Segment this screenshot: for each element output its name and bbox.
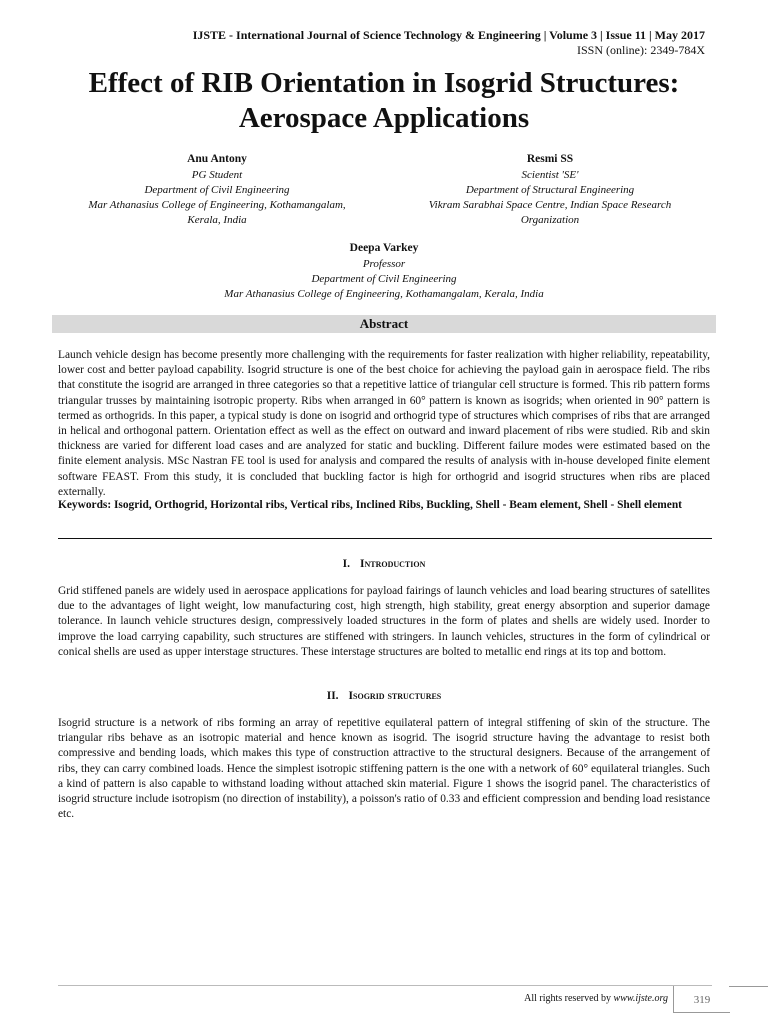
author-institution: Mar Athanasius College of Engineering, Kothamangalam, — [88, 199, 346, 211]
title-line-2: Aerospace Applications — [238, 102, 530, 134]
footer-divider — [58, 985, 712, 986]
section-number: I. — [342, 558, 350, 570]
abstract-heading: Abstract — [52, 315, 716, 333]
author-location: Organization — [520, 214, 580, 226]
section-number: II. — [326, 690, 339, 702]
author-institution: Mar Athanasius College of Engineering, Kothamangalam, Kerala, India — [224, 288, 544, 300]
section-heading-introduction — [0, 558, 768, 570]
page-box-line — [729, 986, 768, 987]
author-name: Resmi SS — [526, 153, 574, 165]
keywords: Keywords: Isogrid, Orthogrid, Horizontal ribs, Vertical ribs, Inclined Ribs, Buckling, Shell - Beam element, Shell - Shell element — [58, 499, 682, 511]
section-title: Isogrid structures — [348, 690, 442, 702]
author-name: Deepa Varkey — [349, 242, 419, 254]
author-block-2 — [392, 152, 708, 228]
author-department: Department of Civil Engineering — [311, 273, 457, 285]
page-number: 319 — [673, 986, 730, 1013]
journal-url: www.ijste.org — [613, 993, 668, 1004]
section-heading-isogrid — [0, 690, 768, 702]
issn-line: ISSN (online): 2349-784X — [577, 43, 705, 57]
abstract-text: Launch vehicle design has become presently more challenging with the requirements for faster realization with higher reliability, repeatability, lower cost and better payload capability. Isogrid structure is one of the best choice for achieving the payload gain in aerospace field. The ribs that constitute the isogrid are arranged in three categories so that a repetitive lattice of triangular cell structure is formed. This rib pattern forms triangular trusses by maintaining isotropic property. Ribs when arranged in 60° pattern is known as isogrids; when oriented in 90° pattern is termed as orthogrids. In this paper, a typical study is done on isogrid and orthogrid type of structures which comprises of ribs that are arranged in helical and orthogonal pattern. Orientation effect as well as the effect on outward and inward placement of ribs were studied. Rib and skin thickness are varied for different load cases and are analyzed for static and buckling. Different failure modes were estimated based on the finite element analysis. MSc Nastran FE tool is used for analysis and compared the results of analysis with in-house developed finite element software FEAST. From this study, it is concluded that buckling factor is high for orthogrid and isogrid structures when ribs are placed externally. — [58, 349, 710, 498]
footer-rights — [524, 993, 668, 1004]
introduction-paragraph: Grid stiffened panels are widely used in aerospace applications for payload fairings of launch vehicles and load bearing structures of satellites due to the advantages of light weight, low manufacturing cost, high strength, high stability, great energy absorption and superior damage tolerance. In launch vehicle structures design, compressively loaded structures in the form of plates and shells are widely used. Inorder to improve the load carrying capability, such structures are stiffened with stringers. In launch vehicles, structures in the form of cylindrical or conical shells are used as upper interstage structures. These interstage structures are bolted to metallic end rings at its top and bottom. — [58, 585, 710, 658]
title-line-1: Effect of RIB Orientation in Isogrid Structures: — [88, 67, 680, 99]
author-role: Professor — [362, 258, 406, 270]
rights-text: All rights reserved by — [524, 993, 612, 1004]
section-title: Introduction — [359, 558, 426, 570]
author-name: Anu Antony — [187, 153, 247, 165]
paper-title — [40, 66, 728, 136]
author-department: Department of Civil Engineering — [144, 184, 290, 196]
section-divider — [58, 538, 712, 539]
author-department: Department of Structural Engineering — [465, 184, 635, 196]
author-block-3 — [140, 241, 628, 302]
isogrid-paragraph: Isogrid structure is a network of ribs forming an array of repetitive equilateral pattern of integral stiffening of skin of the structure. The triangular ribs behave as an isotropic material and hence known as isogrid. The isogrid structure having the advantage to resist both compressive and bending loads, which makes this type of construction attractive to the structural designers. Because of the arrangement of ribs, they can carry combined loads. Hence the simplest isotropic stiffening pattern is the one with a network of 60° equilateral triangles. Such a kind of pattern is also capable to withstand loading without attached skin material. Figure 1 shows the isogrid panel. The characteristics of isogrid structure include isotropism (no direction of instability), a poisson's ratio of 0.33 and efficient compression and bending load resistance etc. — [58, 717, 710, 821]
author-role: Scientist 'SE' — [521, 169, 579, 181]
author-role: PG Student — [191, 169, 243, 181]
author-block-1 — [58, 152, 376, 228]
author-institution: Vikram Sarabhai Space Centre, Indian Space Research — [428, 199, 672, 211]
author-location: Kerala, India — [187, 214, 247, 226]
journal-header: IJSTE - International Journal of Science Technology & Engineering | Volume 3 | Issue 11 | May 2017 — [192, 28, 705, 42]
